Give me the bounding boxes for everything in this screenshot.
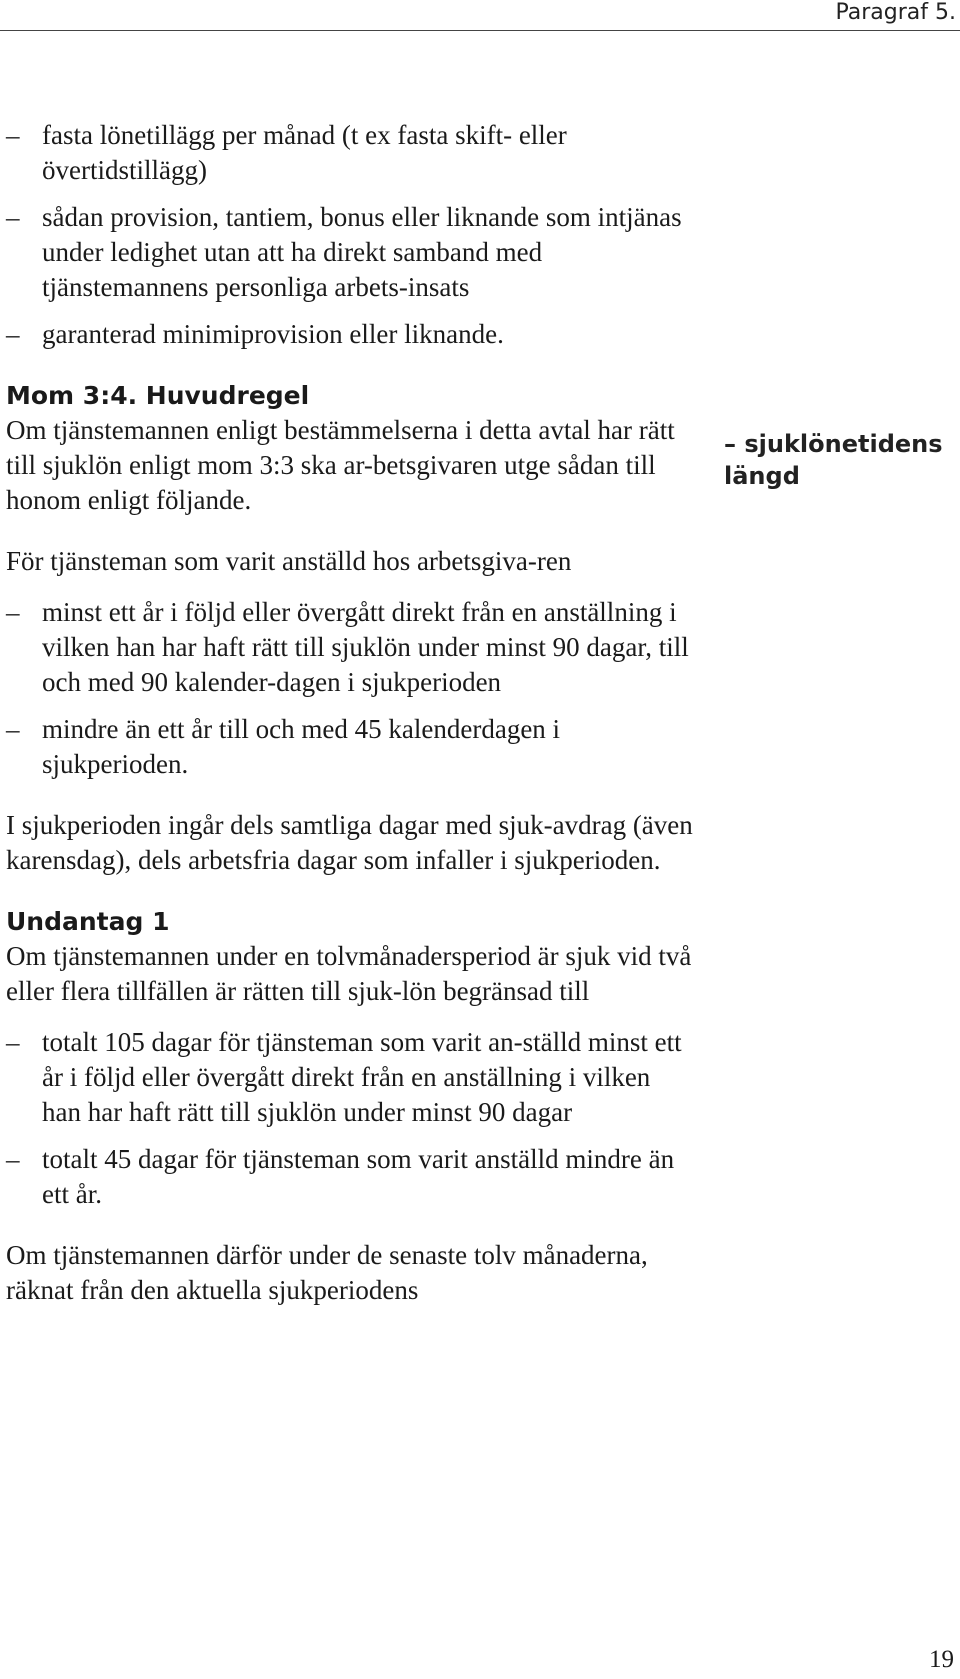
dash-marker: –	[6, 1144, 20, 1174]
running-header-title: Paragraf 5.	[835, 0, 956, 25]
page-number: 19	[929, 1646, 954, 1673]
list-item-text: minst ett år i följd eller övergått direkt från en anställning i vilken han har haft rätt till sjuklön under minst 90 dagar, till och med 90 kalender-dagen i sjukperioden	[42, 597, 689, 697]
dash-marker: –	[6, 120, 20, 150]
list-item-text: sådan provision, tantiem, bonus eller liknande som intjänas under ledighet utan att ha direkt samband med tjänstemannens personliga arbets-insats	[42, 202, 682, 302]
section-heading: Mom 3:4. Huvudregel	[6, 381, 310, 410]
list-item-text: totalt 45 dagar för tjänsteman som varit anställd mindre än ett år.	[42, 1144, 675, 1209]
paragraph: I sjukperioden ingår dels samtliga dagar med sjuk-avdrag (även karensdag), dels arbetsfria dagar som infaller i sjukperioden.	[6, 810, 693, 875]
paragraph: Om tjänstemannen därför under de senaste tolv månaderna, räknat från den aktuella sjukperiodens	[6, 1240, 648, 1305]
list-item-text: garanterad minimiprovision eller liknande.	[42, 319, 504, 349]
dash-marker: –	[6, 319, 20, 349]
dash-marker: –	[6, 202, 20, 232]
list-item-text: totalt 105 dagar för tjänsteman som varit an-ställd minst ett år i följd eller övergått direkt från en anställning i vilken han har haft rätt till sjuklön under minst 90 dagar	[42, 1027, 682, 1127]
list-item	[6, 1142, 696, 1212]
section-paragraph: Om tjänstemannen enligt bestämmelserna i detta avtal har rätt till sjuklön enligt mom 3:3 ska ar-betsgivaren utge sådan till honom enligt följande.	[6, 415, 675, 515]
dash-marker: –	[6, 1027, 20, 1057]
section-undantag	[6, 904, 696, 1009]
page-header	[0, 0, 960, 31]
list-item	[6, 595, 696, 700]
list-item-text: fasta lönetillägg per månad (t ex fasta skift- eller övertidstillägg)	[42, 120, 567, 185]
list-item	[6, 118, 696, 188]
paragraph: För tjänsteman som varit anställd hos arbetsgiva-ren	[6, 546, 572, 576]
margin-note: – sjuklönetidens längd	[724, 430, 943, 490]
list-item	[6, 712, 696, 782]
section-paragraph: Om tjänstemannen under en tolvmånadersperiod är sjuk vid två eller flera tillfällen är rätten till sjuk-lön begränsad till	[6, 941, 692, 1006]
list-item	[6, 200, 696, 305]
section-huvudregel	[6, 378, 696, 518]
dash-marker: –	[6, 597, 20, 627]
list-item	[6, 317, 696, 352]
dash-marker: –	[6, 714, 20, 744]
section-heading: Undantag 1	[6, 907, 170, 936]
list-item	[6, 1025, 696, 1130]
list-item-text: mindre än ett år till och med 45 kalenderdagen i sjukperioden.	[42, 714, 561, 779]
body-text	[6, 118, 696, 1308]
